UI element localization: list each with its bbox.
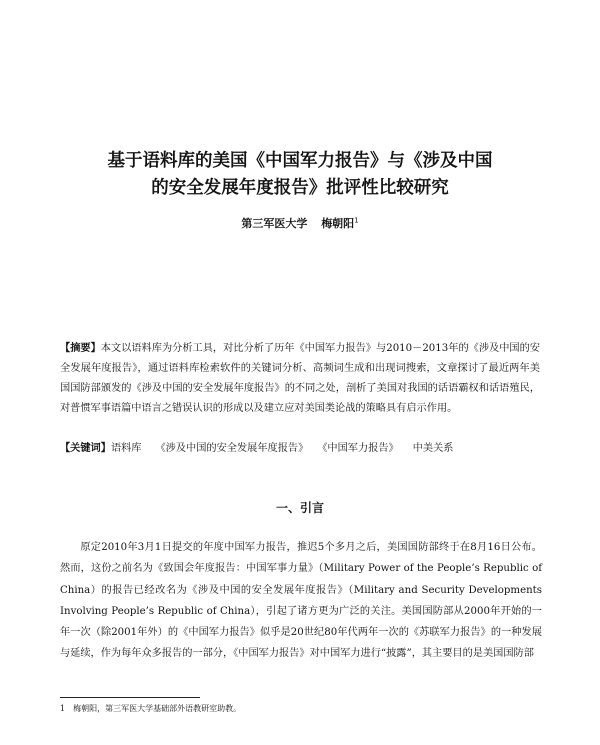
body-paragraph: 原定2010年3月1日提交的年度中国军力报告，推迟5个多月之后，美国国防部终于在8月16日公布。然而，这份之前名为《致国会年度报告：中国军事力量》（Military Power of the People’s Republic of China）的报告已经改名为《涉及中国的安全发展年度报告》（Military and Security Developments Involving People’s Republic of China），引起了诸方更为广泛的关注。美国国防部从2000年开始的一年一次（除2001年外）的《中国军力报告》似乎是20世纪80年代两年一次的《苏联军力报告》的一种发展与延续，作为每年众多报告的一部分，《中国军力报告》对中国军力进行“披露”，其主要目的是美国国防部 [60, 542, 542, 660]
paper-title-line-1: 基于语料库的美国《中国军力报告》与《涉及中国 [107, 151, 493, 171]
affiliation: 第三军医大学 [241, 217, 308, 230]
footnote-number: 1 [60, 704, 66, 713]
footnote-rule [60, 697, 200, 698]
keyword: 语料库 [110, 443, 142, 454]
author-footnote-mark: 1 [354, 216, 359, 225]
section-heading: 一、引言 [275, 501, 324, 515]
footnote [60, 703, 241, 714]
keyword: 《涉及中国的安全发展年度报告》 [155, 443, 309, 454]
abstract-label: 【摘要】 [60, 343, 101, 354]
footnote-text: 梅朝阳，第三军医大学基础部外语教研室助教。 [73, 704, 242, 713]
abstract [60, 339, 540, 419]
keywords [60, 439, 550, 459]
keyword: 《中国军力报告》 [322, 443, 399, 454]
keywords-label: 【关键词】 [60, 443, 111, 454]
author-name: 梅朝阳 [321, 217, 355, 230]
keyword: 中美关系 [412, 443, 454, 454]
abstract-text: 本文以语料库为分析工具，对比分析了历年《中国军力报告》与2010－2013年的《涉及中国的安全发展年度报告》，通过语料库检索软件的关键词分析、高频词生成和出现词搜索，文章探讨了最近两年美国国防部颁发的《涉及中国的安全发展年度报告》的不同之处，剖析了美国对我国的话语霸权和话语殖民，对普惯军事语篇中语言之错误认识的形成以及建立应对美国类论战的策略具有启示作用。 [60, 343, 540, 414]
author-line [0, 215, 600, 231]
paper-title-line-2: 的安全发展年度报告》批评性比较研究 [151, 178, 449, 198]
